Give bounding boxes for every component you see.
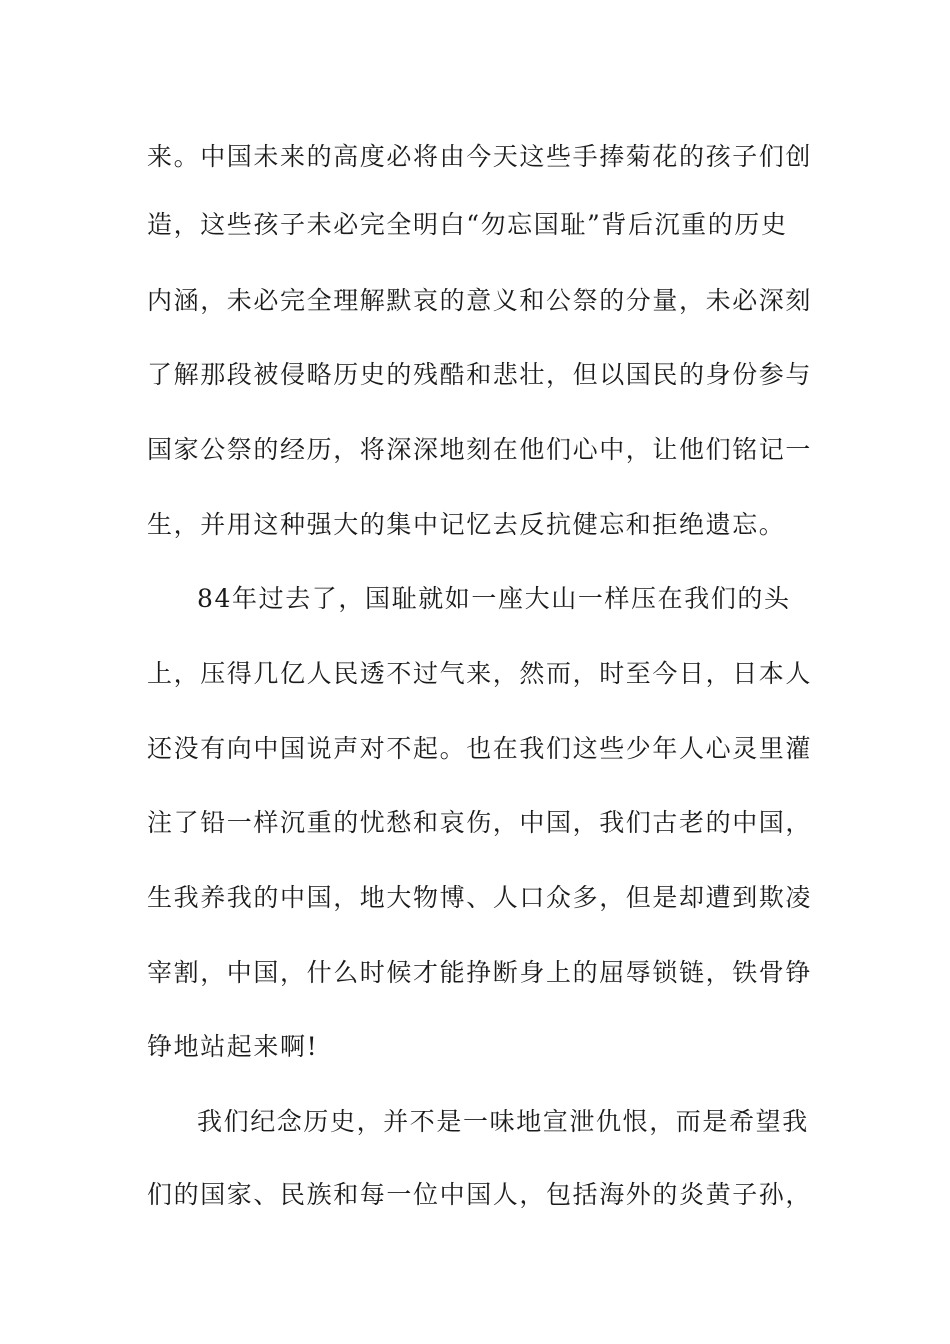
text-line: 还没有向中国说声对不起。也在我们这些少年人心灵里灌 bbox=[147, 734, 813, 763]
text-line: 造，这些孩子未必完全明白“勿忘国耻”背后沉重的历史 bbox=[147, 210, 788, 239]
text-line: 注了铅一样沉重的忧愁和哀伤，中国，我们古老的中国， bbox=[147, 808, 813, 837]
text-line: 们的国家、民族和每一位中国人，包括海外的炎黄子孙， bbox=[147, 1180, 813, 1209]
text-line: 上，压得几亿人民透不过气来，然而，时至今日，日本人 bbox=[147, 659, 813, 688]
text-line: 铮地站起来啊! bbox=[147, 1032, 319, 1061]
text-line: 宰割，中国，什么时候才能挣断身上的屈辱锁链，铁骨铮 bbox=[147, 958, 813, 987]
text-line: 了解那段被侵略历史的残酷和悲壮，但以国民的身份参与 bbox=[147, 360, 813, 389]
text-line: 内涵，未必完全理解默哀的意义和公祭的分量，未必深刻 bbox=[147, 286, 813, 315]
paragraph-first-line: 84年过去了，国耻就如一座大山一样压在我们的头 bbox=[197, 584, 791, 613]
text-line: 生我养我的中国，地大物博、人口众多，但是却遭到欺凌 bbox=[147, 883, 813, 912]
paragraph-first-line: 我们纪念历史，并不是一味地宣泄仇恨，而是希望我 bbox=[197, 1107, 809, 1136]
text-line: 国家公祭的经历，将深深地刻在他们心中，让他们铭记一 bbox=[147, 435, 813, 464]
text-line: 生，并用这种强大的集中记忆去反抗健忘和拒绝遗忘。 bbox=[147, 510, 786, 539]
text-line: 来。中国未来的高度必将由今天这些手捧菊花的孩子们创 bbox=[147, 142, 813, 171]
